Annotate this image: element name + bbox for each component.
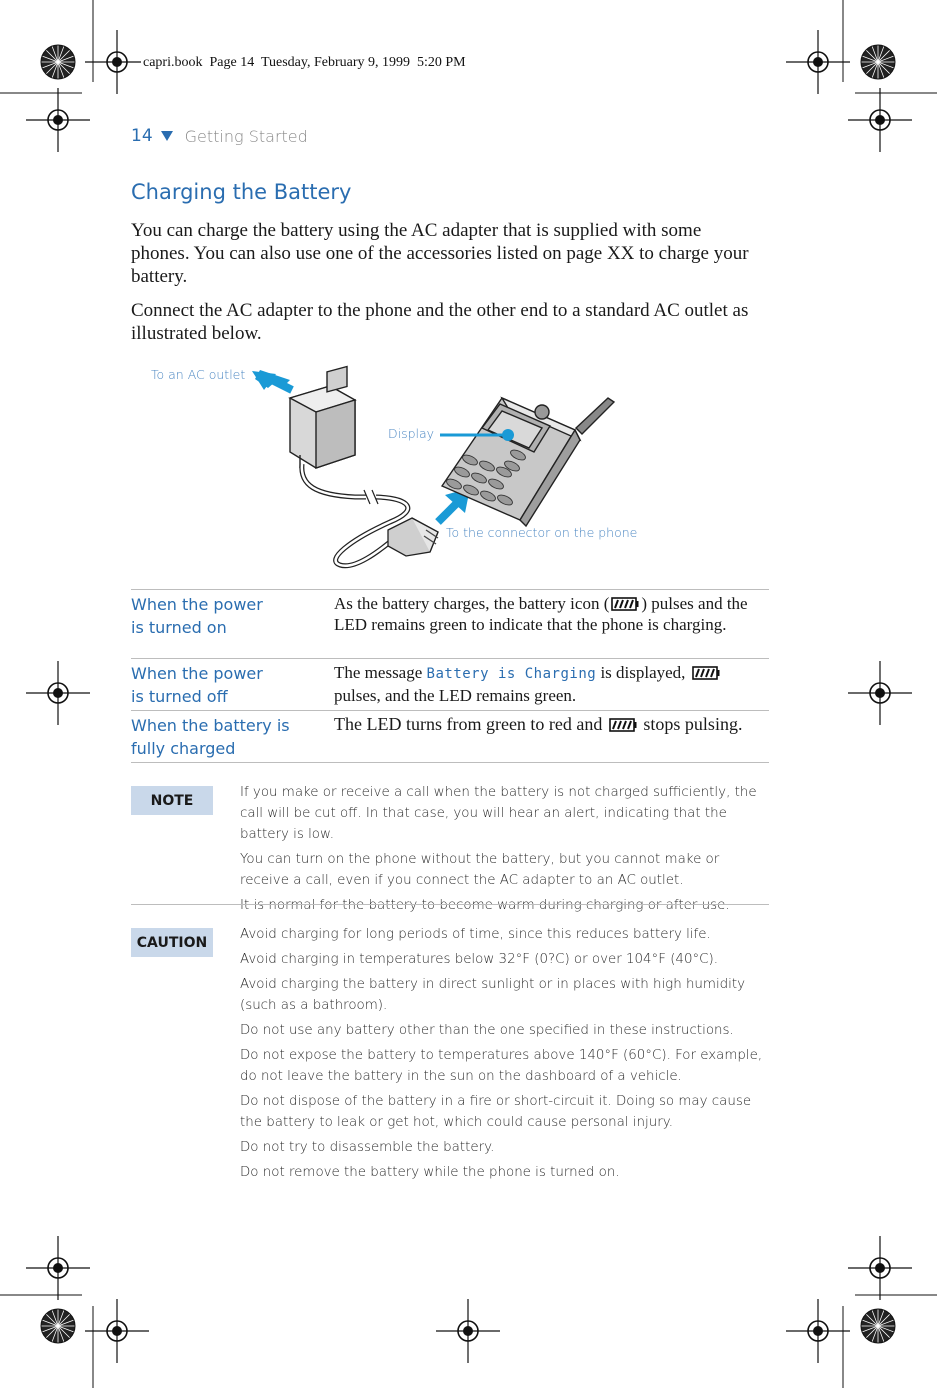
power-cord	[302, 464, 366, 497]
page-number: 14	[131, 126, 153, 146]
caution-list	[240, 924, 770, 1187]
book-info-slug: capri.book Page 14 Tuesday, February 9, 1999 5:20 PM	[143, 55, 466, 70]
ac-adapter	[290, 367, 355, 468]
note-badge: NOTE	[131, 786, 213, 815]
phone-connector-plug	[388, 518, 438, 556]
battery-icon	[609, 718, 637, 732]
mobile-phone	[442, 398, 614, 526]
caution-item: Avoid charging for long periods of time, since this reduces battery life.	[240, 927, 711, 942]
callout-ac-outlet: To an AC outlet	[151, 367, 246, 382]
callout-display: Display	[388, 426, 435, 441]
note-item: You can turn on the phone without the battery, but you cannot make or receive a call, even if you connect the AC adapter to an AC outlet.	[240, 852, 720, 888]
caution-item: Do not dispose of the battery in a fire or short-circuit it. Doing so may cause the battery to leak or get hot, which could cause personal injury.	[240, 1094, 752, 1130]
note-list	[240, 782, 770, 920]
battery-icon	[611, 597, 639, 611]
row-label: When the power is turned on	[131, 595, 263, 637]
page-title: Charging the Battery	[131, 180, 352, 204]
callout-connector: To the connector on the phone	[446, 525, 638, 540]
battery-icon	[692, 666, 720, 680]
row-text: The LED turns from green to red and stops pulsing.	[334, 714, 743, 734]
table-row	[131, 710, 769, 763]
row-text: As the battery charges, the battery icon ( ) pulses and the LED remains green to indicate that the phone is charging.	[334, 594, 748, 634]
caution-item: Do not remove the battery while the phone is turned on.	[240, 1165, 620, 1180]
running-head	[131, 126, 308, 146]
charging-status-table	[131, 589, 769, 763]
caution-badge: CAUTION	[131, 928, 213, 957]
caution-item: Avoid charging in temperatures below 32°F (0?C) or over 104°F (40°C).	[240, 952, 719, 967]
row-text: The message Battery is Charging is displayed, pulses, and the LED remains green.	[334, 659, 769, 710]
display-callout-dot-icon	[502, 429, 514, 441]
charger-phone-illustration	[140, 360, 640, 575]
divider	[131, 904, 769, 905]
intro-paragraph: You can charge the battery using the AC adapter that is supplied with some phones. You can also use one of the accessories listed on page XX to charge your battery.	[131, 220, 749, 287]
caution-item: Do not use any battery other than the one specified in these instructions.	[240, 1023, 734, 1038]
triangle-down-icon	[161, 131, 173, 141]
caution-item: Avoid charging the battery in direct sunlight or in places with high humidity (such as a bathroom).	[240, 977, 746, 1013]
caution-item: Do not try to disassemble the battery.	[240, 1140, 495, 1155]
note-item: It is normal for the battery to become warm during charging or after use.	[240, 898, 730, 913]
row-label: When the power is turned off	[131, 664, 263, 706]
table-row	[131, 658, 769, 710]
row-label: When the battery is fully charged	[131, 716, 290, 758]
section-name: Getting Started	[184, 126, 308, 146]
connect-paragraph: Connect the AC adapter to the phone and the other end to a standard AC outlet as illustrated below.	[131, 300, 749, 344]
divider	[131, 762, 769, 763]
lcd-message: Battery is Charging	[426, 666, 597, 682]
table-row	[131, 589, 769, 658]
note-item: If you make or receive a call when the battery is not charged sufficiently, the call will be cut off. In that case, you will hear an alert, indicating that the battery is low.	[240, 785, 757, 842]
caution-item: Do not expose the battery to temperatures above 140°F (60°C). For example, do not leave the battery in the sun on the dashboard of a vehicle.	[240, 1048, 763, 1084]
